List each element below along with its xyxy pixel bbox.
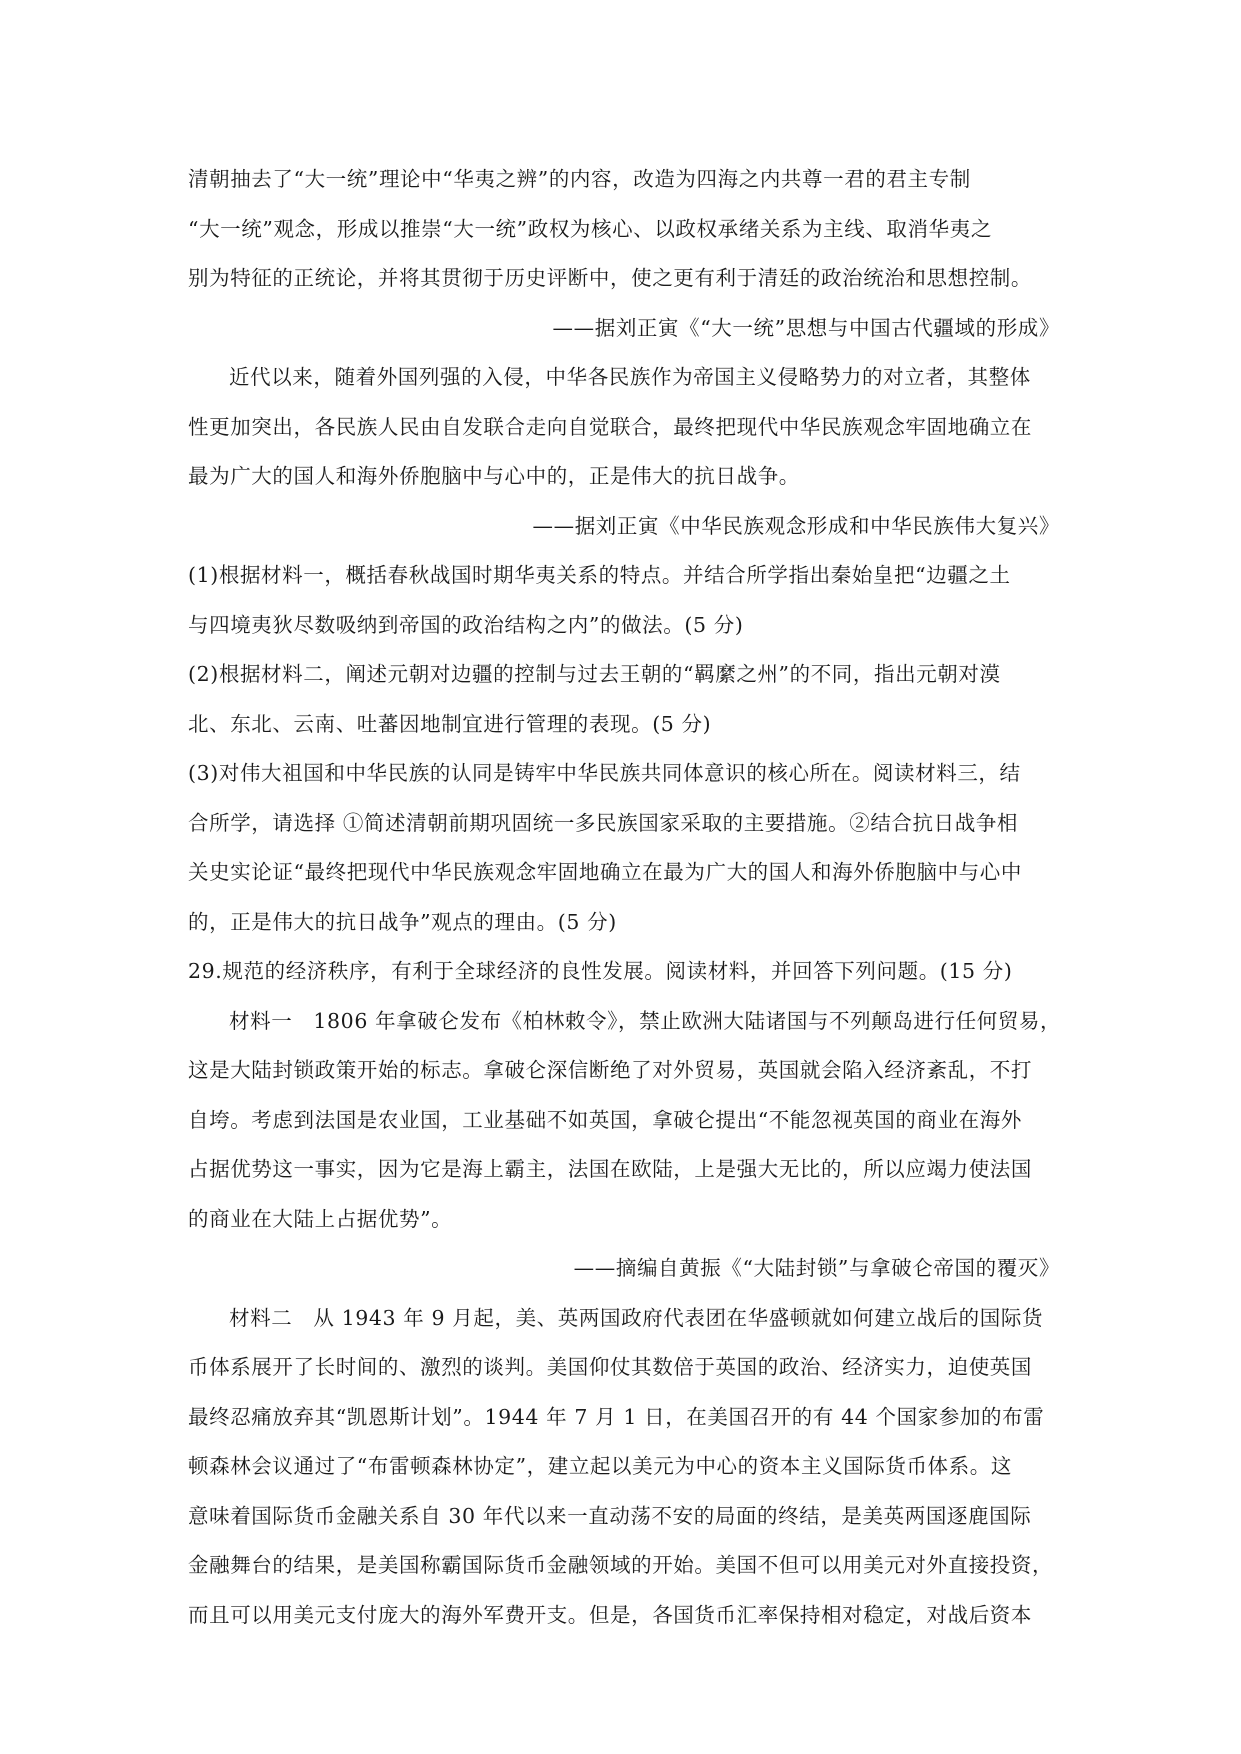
paragraph-first-line: 材料一 1806 年拿破仑发布《柏林敕令》，禁止欧洲大陆诸国与不列颠岛进行任何贸易， <box>229 1008 1062 1033</box>
text-line: 意味着国际货币金融关系自 30 年代以来一直动荡不安的局面的终结，是美英两国逐鹿国际 <box>188 1503 1032 1528</box>
text-line: 占据优势这一事实，因为它是海上霸主，法国在欧陆，上是强大无比的，所以应竭力使法国 <box>188 1157 1032 1181</box>
question-line: 北、东北、云南、吐蕃因地制宜进行管理的表现。(5 分) <box>188 711 712 736</box>
text-line: 自垮。考虑到法国是农业国，工业基础不如英国，拿破仑提出“不能忽视英国的商业在海外 <box>188 1107 1022 1132</box>
text-line: 币体系展开了长时间的、激烈的谈判。美国仰仗其数倍于英国的政治、经济实力，迫使英国 <box>188 1355 1032 1379</box>
text-line: 顿森林会议通过了“布雷顿森林协定”，建立起以美元为中心的资本主义国际货币体系。这 <box>188 1454 1012 1478</box>
text-line: 金融舞台的结果，是美国称霸国际货币金融领域的开始。美国不但可以用美元对外直接投资， <box>188 1553 1054 1577</box>
question-line: 合所学，请选择 ①简述清朝前期巩固统一多民族国家采取的主要措施。②结合抗日战争相 <box>188 810 1019 835</box>
document-page <box>188 155 1060 1640</box>
text-line: 别为特征的正统论，并将其贯彻于历史评断中，使之更有利于清廷的政治统治和思想控制。 <box>188 266 1032 290</box>
source-citation: ——据刘正寅《“大一统”思想与中国古代疆域的形成》 <box>552 315 1060 340</box>
question-heading: 29.规范的经济秩序，有利于全球经济的良性发展。阅读材料，并回答下列问题。(15 分) <box>188 959 1013 983</box>
question-line: 的，正是伟大的抗日战争”观点的理由。(5 分) <box>188 909 617 934</box>
source-citation: ——摘编自黄振《“大陆封锁”与拿破仑帝国的覆灭》 <box>573 1256 1060 1280</box>
source-citation: ——据刘正寅《中华民族观念形成和中华民族伟大复兴》 <box>532 513 1060 538</box>
question-line: 与四境夷狄尽数吸纳到帝国的政治结构之内”的做法。(5 分) <box>188 612 744 637</box>
question-line: (3)对伟大祖国和中华民族的认同是铸牢中华民族共同体意识的核心所在。阅读材料三，结 <box>188 761 1021 785</box>
question-line: 关史实论证“最终把现代中华民族观念牢固地确立在最为广大的国人和海外侨胞脑中与心中 <box>188 860 1022 884</box>
text-line: 这是大陆封锁政策开始的标志。拿破仑深信断绝了对外贸易，英国就会陷入经济紊乱，不打 <box>188 1058 1032 1082</box>
paragraph-first-line: 材料二 从 1943 年 9 月起，美、英两国政府代表团在华盛顿就如何建立战后的国际货 <box>229 1305 1044 1330</box>
question-line: (1)根据材料一，概括春秋战国时期华夷关系的特点。并结合所学指出秦始皇把“边疆之土 <box>188 563 1011 587</box>
text-line: 而且可以用美元支付庞大的海外军费开支。但是，各国货币汇率保持相对稳定，对战后资本 <box>188 1602 1032 1627</box>
text-line: 最终忍痛放弃其“凯恩斯计划”。1944 年 7 月 1 日，在美国召开的有 44 个国家参加的布雷 <box>188 1404 1045 1429</box>
paragraph-first-line: 近代以来，随着外国列强的入侵，中华各民族作为帝国主义侵略势力的对立者，其整体 <box>229 365 1031 389</box>
question-line: (2)根据材料二，阐述元朝对边疆的控制与过去王朝的“羁縻之州”的不同，指出元朝对漠 <box>188 662 1001 686</box>
text-line: 清朝抽去了“大一统”理论中“华夷之辨”的内容，改造为四海之内共尊一君的君主专制 <box>188 167 971 191</box>
text-line: 最为广大的国人和海外侨胞脑中与心中的，正是伟大的抗日战争。 <box>188 464 800 488</box>
text-line: 性更加突出，各民族人民由自发联合走向自觉联合，最终把现代中华民族观念牢固地确立在 <box>188 414 1032 439</box>
text-line: 的商业在大陆上占据优势”。 <box>188 1206 453 1231</box>
text-line: “大一统”观念，形成以推崇“大一统”政权为核心、以政权承绪关系为主线、取消华夷之 <box>188 216 992 241</box>
